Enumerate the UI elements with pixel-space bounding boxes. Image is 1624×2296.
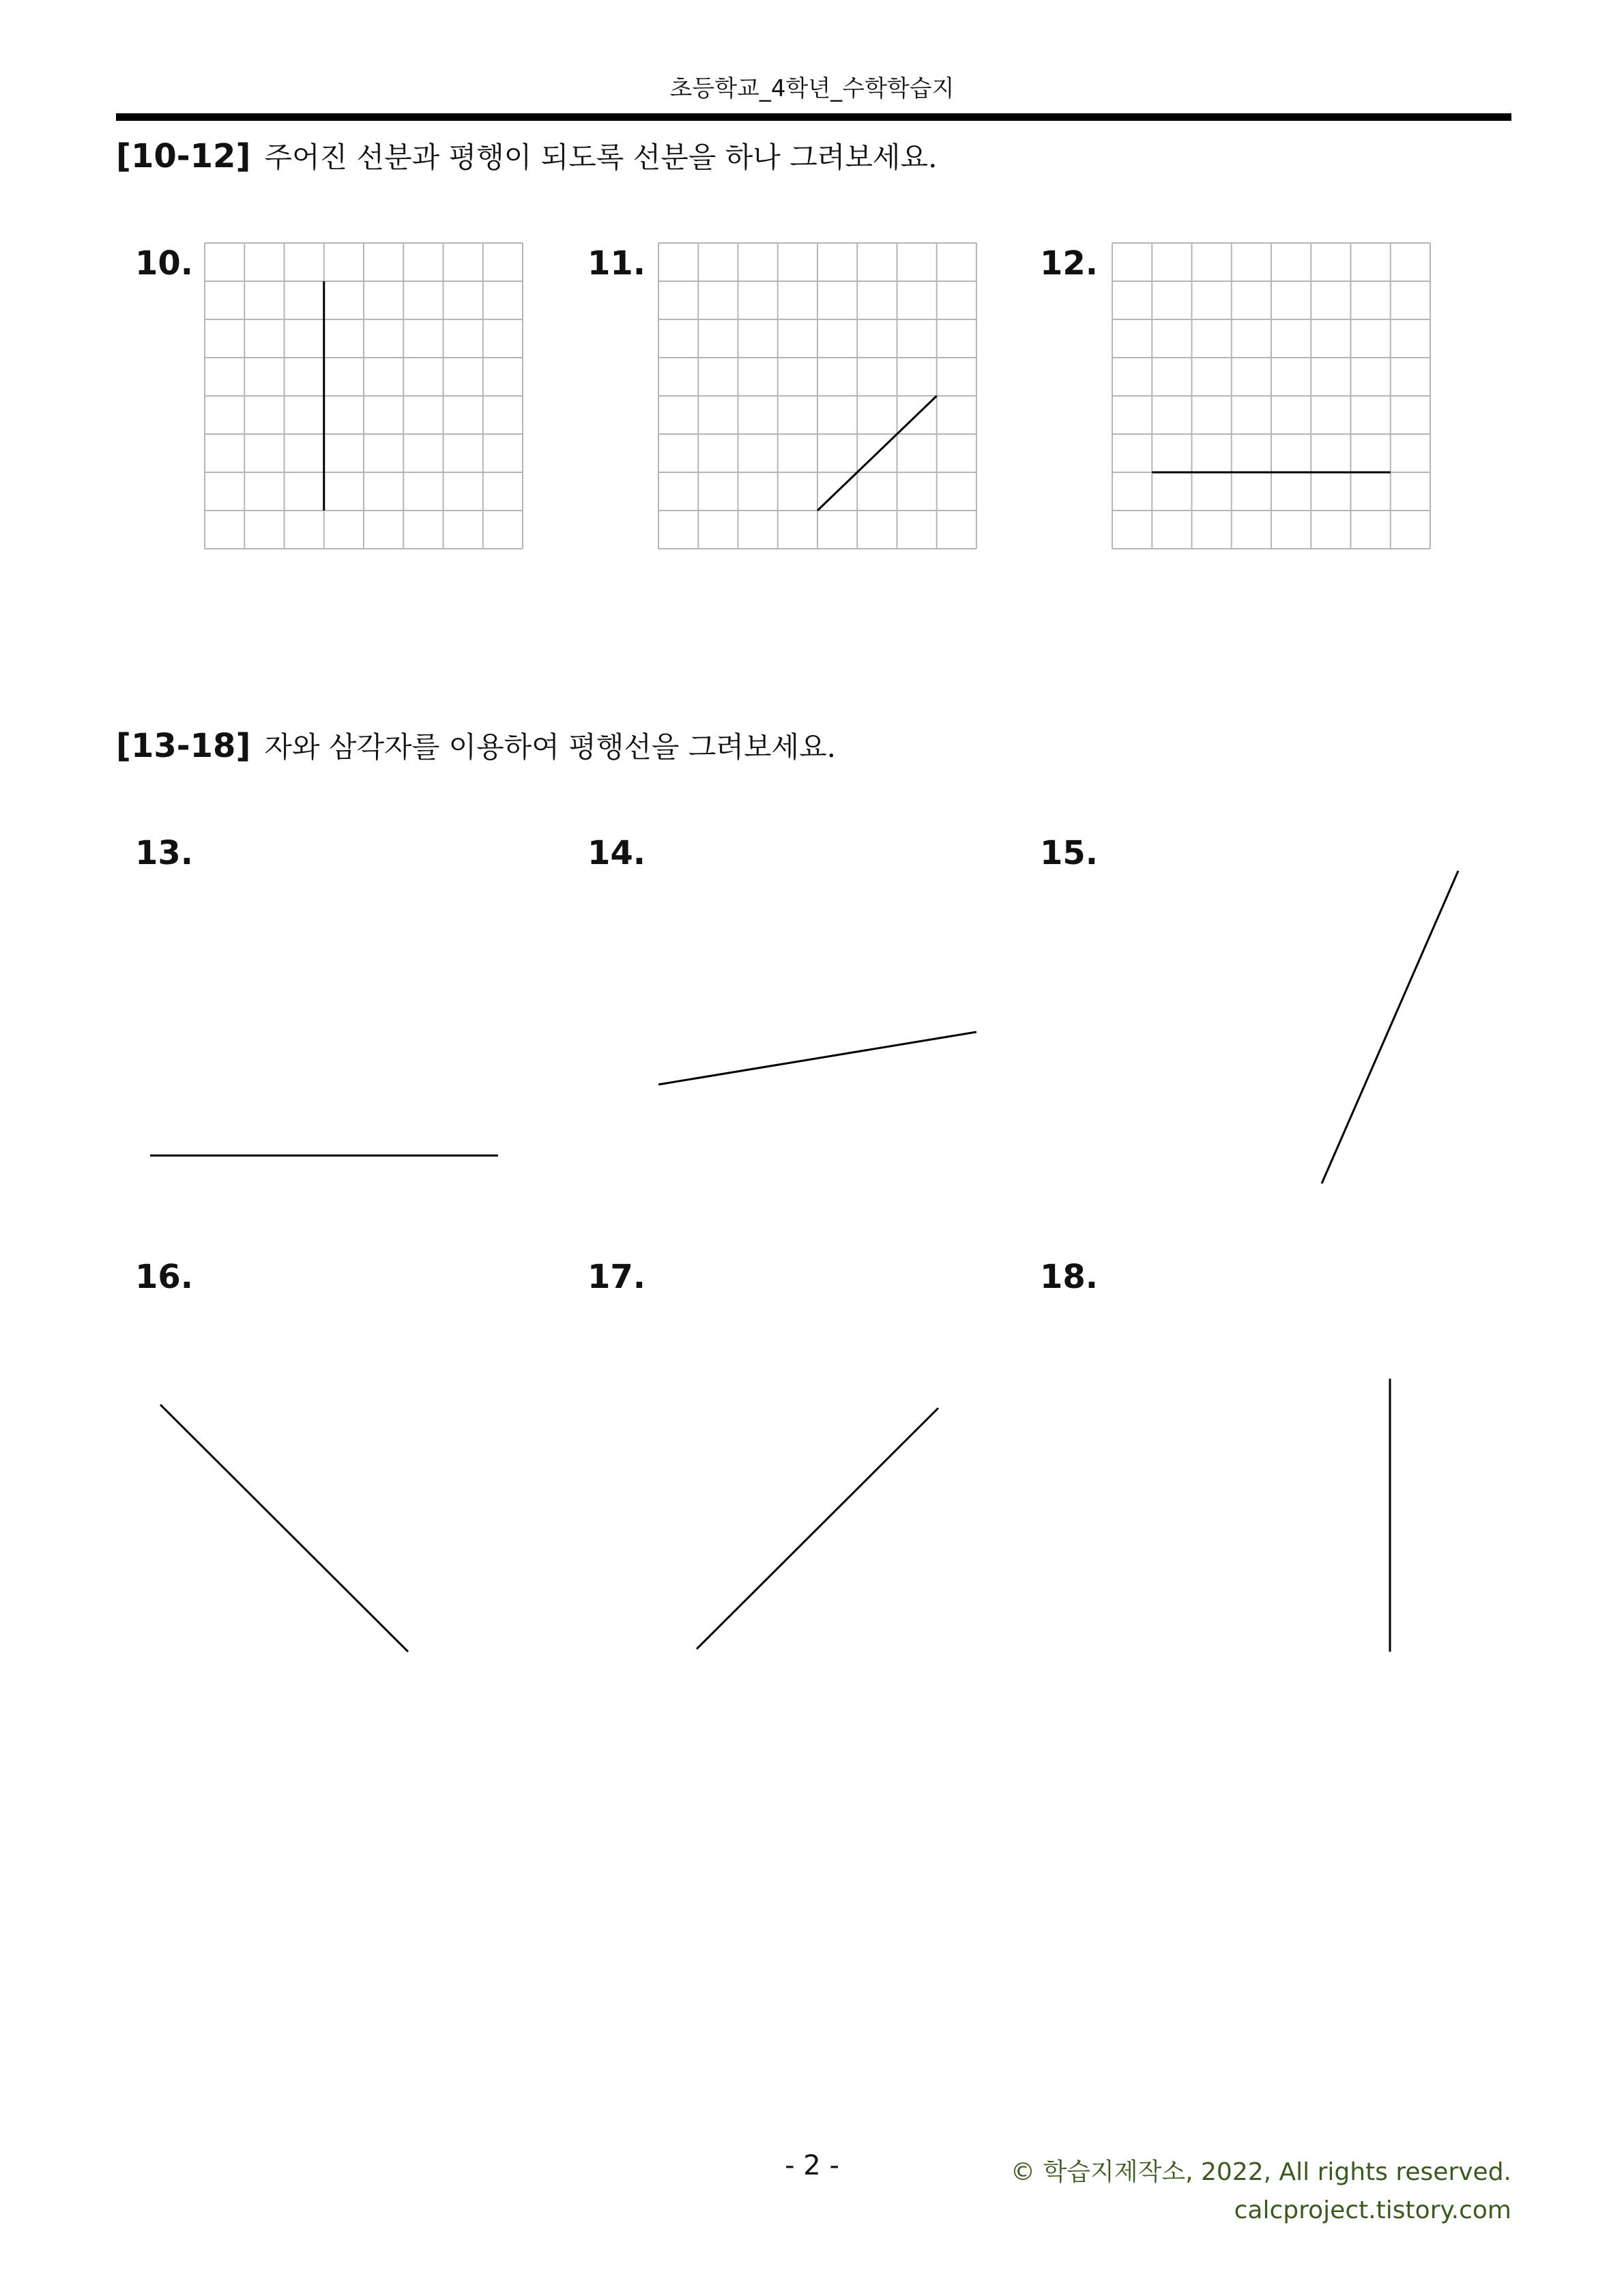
section-code: [10-12]: [116, 137, 251, 175]
footer-copyright: © 학습지제작소, 2022, All rights reserved.: [1011, 2158, 1511, 2186]
problem-11-number: 11.: [588, 244, 646, 283]
problem-15-segment[interactable]: [1322, 871, 1458, 1183]
problem-13-number: 13.: [135, 834, 194, 872]
section-code: [13-18]: [116, 727, 251, 765]
problem-16-number: 16.: [135, 1258, 194, 1296]
page-number: - 2 -: [785, 2150, 839, 2181]
problem-17-segment[interactable]: [697, 1408, 938, 1649]
problem-18-number: 18.: [1040, 1258, 1099, 1296]
section-instruction: 주어진 선분과 평행이 되도록 선분을 하나 그려보세요.: [264, 141, 938, 174]
problem-14-segment[interactable]: [658, 1032, 976, 1085]
footer-credit: [1011, 2153, 1511, 2230]
problem-14-number: 14.: [588, 834, 646, 872]
problem-10-number: 10.: [135, 244, 194, 283]
footer-site-link[interactable]: calcproject.tistory.com: [1234, 2196, 1511, 2224]
problem-16-segment[interactable]: [160, 1405, 408, 1652]
page-header-title: 초등학교_4학년_수학학습지: [669, 75, 955, 102]
section-instruction: 자와 삼각자를 이용하여 평행선을 그려보세요.: [264, 730, 837, 764]
problem-17-number: 17.: [588, 1258, 646, 1296]
problem-15-number: 15.: [1040, 834, 1099, 872]
problem-12-number: 12.: [1040, 244, 1099, 283]
